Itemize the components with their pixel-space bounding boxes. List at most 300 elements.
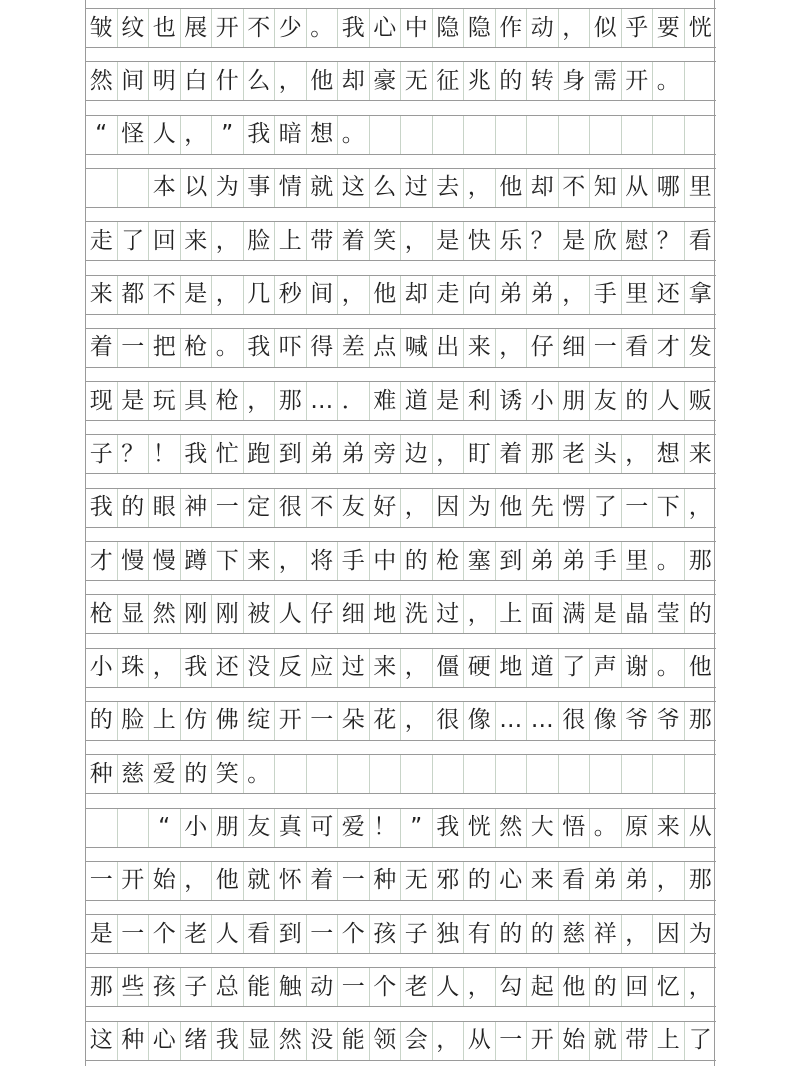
grid-cell: ，: [401, 222, 433, 260]
grid-cell: 点: [370, 329, 402, 367]
grid-cell: 的: [590, 968, 622, 1006]
grid-cell: 佛: [212, 702, 244, 740]
grid-cell: 豪: [370, 62, 402, 100]
grid-cell: [370, 116, 402, 154]
grid-cell: 展: [181, 9, 213, 47]
grid-cell: 珠: [118, 649, 150, 687]
grid-cell: 硬: [464, 649, 496, 687]
grid-cell: 间: [118, 62, 150, 100]
grid-cell: [86, 809, 118, 847]
grid-cell: 起: [527, 968, 559, 1006]
grid-cell: ，: [181, 862, 213, 900]
grid-cell: 孩: [149, 968, 181, 1006]
grid-row: [86, 381, 716, 421]
grid-cell: [685, 755, 717, 793]
grid-cell: 是: [590, 595, 622, 633]
grid-cell: 僵: [433, 649, 465, 687]
grid-cell: 跑: [244, 435, 276, 473]
grid-cell: 洗: [401, 595, 433, 633]
grid-row: [86, 967, 716, 1007]
grid-cell: 隐: [464, 9, 496, 47]
grid-row: [86, 594, 716, 634]
grid-cell: 一: [118, 329, 150, 367]
grid-cell: [590, 116, 622, 154]
grid-cell: 的: [496, 915, 528, 953]
grid-cell: 枪: [433, 542, 465, 580]
grid-cell: 的: [622, 382, 654, 420]
grid-cell: 定: [244, 489, 276, 527]
grid-cell: 也: [149, 9, 181, 47]
grid-cell: 能: [244, 968, 276, 1006]
grid-cell: 为: [688, 920, 712, 947]
grid-cell: 一: [307, 702, 339, 740]
grid-cell: 来: [464, 329, 496, 367]
grid-cell: 征: [433, 62, 465, 100]
grid-cell: 他: [307, 62, 339, 100]
grid-cell: 明: [149, 62, 181, 100]
grid-cell: 我: [244, 329, 276, 367]
grid-cell: 手: [590, 276, 622, 314]
grid-cell: 的: [401, 542, 433, 580]
grid-cell: 应: [307, 649, 339, 687]
grid-cell: 怀: [275, 862, 307, 900]
grid-cell: 我: [244, 116, 276, 154]
grid-cell: 几: [244, 276, 276, 314]
grid-cell: 下: [212, 542, 244, 580]
grid-cell: ，: [401, 649, 433, 687]
grid-cell: 什: [212, 62, 244, 100]
grid-cell: ，: [181, 116, 213, 154]
grid-cell: 着: [307, 862, 339, 900]
grid-cell: 。: [653, 649, 685, 687]
grid-cell: 一: [338, 968, 370, 1006]
grid-cell: 中: [370, 542, 402, 580]
grid-cell: 弟: [590, 862, 622, 900]
grid-cell: 是: [118, 382, 150, 420]
grid-cell: 却: [527, 169, 559, 207]
grid-cell: ，: [622, 435, 654, 473]
grid-cell: 子: [86, 435, 118, 473]
grid-cell: 然: [275, 1022, 307, 1060]
grid-cell: 哪: [653, 169, 685, 207]
grid-row: [86, 61, 716, 101]
grid-cell: 向: [464, 276, 496, 314]
grid-cell: 真: [275, 809, 307, 847]
grid-cell: 需: [590, 62, 622, 100]
grid-cell: 像: [464, 702, 496, 740]
grid-cell: 他: [559, 968, 591, 1006]
grid-cell: 来: [688, 440, 712, 467]
grid-cell: 他: [496, 489, 528, 527]
grid-cell: 恍: [688, 14, 712, 41]
grid-cell: 。: [338, 116, 370, 154]
grid-cell: 总: [212, 968, 244, 1006]
grid-cell: 友: [244, 809, 276, 847]
grid-cell: ，: [496, 329, 528, 367]
grid-cell: [401, 116, 433, 154]
grid-cell: 了: [118, 222, 150, 260]
grid-cell: 爱: [149, 755, 181, 793]
grid-cell: 差: [338, 329, 370, 367]
grid-cell: 转: [527, 62, 559, 100]
grid-cell: 带: [622, 1022, 654, 1060]
grid-cell: [653, 755, 685, 793]
grid-cell: 的: [496, 62, 528, 100]
grid-cell: ，: [212, 222, 244, 260]
grid-cell: 朵: [338, 702, 370, 740]
grid-cell: 祥: [590, 915, 622, 953]
grid-cell: ，: [433, 1022, 465, 1060]
grid-cell: 从: [464, 1022, 496, 1060]
grid-cell: 那: [86, 968, 118, 1006]
grid-cell: 枪: [86, 595, 118, 633]
grid-cell: 。: [244, 755, 276, 793]
grid-cell: 一: [496, 1022, 528, 1060]
grid-cell: 慢: [149, 542, 181, 580]
grid-cell: 为: [212, 169, 244, 207]
grid-cell: 弟: [622, 862, 654, 900]
grid-cell: 心: [149, 1022, 181, 1060]
grid-cell: 上: [496, 595, 528, 633]
grid-cell: 现: [86, 382, 118, 420]
grid-cell: 着: [338, 222, 370, 260]
grid-cell: ，: [688, 494, 712, 521]
grid-cell: 白: [181, 62, 213, 100]
grid-cell: 我: [338, 9, 370, 47]
grid-cell: 谢: [622, 649, 654, 687]
grid-cell: ，: [149, 649, 181, 687]
grid-cell: 个: [338, 915, 370, 953]
grid-cell: 走: [86, 222, 118, 260]
grid-cell: 没: [307, 1022, 339, 1060]
grid-cell: 细: [559, 329, 591, 367]
grid-cell: 我: [212, 1022, 244, 1060]
grid-cell: 身: [559, 62, 591, 100]
grid-cell: [559, 755, 591, 793]
grid-cell: 慢: [118, 542, 150, 580]
grid-cell: 开: [275, 702, 307, 740]
grid-row: [86, 1021, 716, 1061]
grid-cell: ？: [527, 222, 559, 260]
grid-row: [86, 8, 716, 48]
grid-cell: 笑: [370, 222, 402, 260]
grid-cell: 爱: [338, 809, 370, 847]
grid-cell: 小: [86, 649, 118, 687]
grid-cell: 朋: [559, 382, 591, 420]
grid-cell: [653, 116, 685, 154]
grid-cell: 的: [118, 489, 150, 527]
grid-row: [86, 808, 716, 848]
grid-cell: 刚: [181, 595, 213, 633]
grid-cell: 。: [307, 9, 339, 47]
grid-cell: 的: [464, 862, 496, 900]
grid-cell: 皱: [86, 9, 118, 47]
grid-cell: 看: [559, 862, 591, 900]
grid-cell: ”: [401, 809, 433, 847]
grid-row: [86, 488, 716, 528]
grid-cell: 声: [590, 649, 622, 687]
grid-cell: 来: [653, 809, 685, 847]
grid-cell: 枪: [181, 329, 213, 367]
grid-cell: [307, 755, 339, 793]
grid-cell: 能: [338, 1022, 370, 1060]
grid-cell: 爷: [622, 702, 654, 740]
grid-cell: 脸: [244, 222, 276, 260]
grid-cell: 玩: [149, 382, 181, 420]
grid-cell: 。: [653, 542, 685, 580]
grid-cell: 间: [307, 276, 339, 314]
grid-cell: [622, 755, 654, 793]
grid-cell: 大: [527, 809, 559, 847]
grid-cell: 走: [433, 276, 465, 314]
grid-cell: 么: [370, 169, 402, 207]
grid-cell: 蹲: [181, 542, 213, 580]
grid-cell: 着: [496, 435, 528, 473]
grid-cell: 有: [464, 915, 496, 953]
grid-cell: 枪: [212, 382, 244, 420]
grid-cell: 不: [559, 169, 591, 207]
grid-cell: 地: [496, 649, 528, 687]
grid-cell: 好: [370, 489, 402, 527]
grid-cell: 笑: [212, 755, 244, 793]
grid-cell: 刚: [212, 595, 244, 633]
grid-cell: 爷: [653, 702, 685, 740]
grid-cell: 的: [527, 915, 559, 953]
grid-cell: 却: [401, 276, 433, 314]
grid-cell: 神: [181, 489, 213, 527]
grid-cell: 还: [653, 276, 685, 314]
grid-cell: ，: [275, 62, 307, 100]
grid-cell: 是: [86, 915, 118, 953]
grid-cell: 本: [149, 169, 181, 207]
grid-cell: 一: [118, 915, 150, 953]
grid-cell: [496, 755, 528, 793]
grid-cell: 吓: [275, 329, 307, 367]
grid-cell: 都: [118, 276, 150, 314]
grid-cell: ，: [464, 169, 496, 207]
grid-cell: 还: [212, 649, 244, 687]
grid-cell: 不: [149, 276, 181, 314]
grid-cell: 纹: [118, 9, 150, 47]
grid-cell: 然: [149, 595, 181, 633]
grid-cell: 弟: [527, 542, 559, 580]
grid-cell: 忆: [653, 968, 685, 1006]
grid-row: [86, 434, 716, 474]
grid-cell: 他: [688, 654, 712, 681]
grid-cell: 人: [433, 968, 465, 1006]
grid-cell: 领: [370, 1022, 402, 1060]
grid-cell: [685, 62, 717, 100]
grid-cell: 。: [590, 809, 622, 847]
grid-cell: 欣: [590, 222, 622, 260]
grid-cell: 勾: [496, 968, 528, 1006]
grid-cell: 弟: [527, 276, 559, 314]
grid-cell: 老: [559, 435, 591, 473]
grid-cell: 友: [338, 489, 370, 527]
grid-row: [86, 541, 716, 581]
grid-cell: 他: [496, 169, 528, 207]
grid-cell: 从: [622, 169, 654, 207]
grid-cell: 回: [622, 968, 654, 1006]
grid-cell: 脸: [118, 702, 150, 740]
grid-cell: 这: [338, 169, 370, 207]
grid-cell: 一: [307, 915, 339, 953]
grid-cell: ，: [401, 489, 433, 527]
grid-cell: 为: [464, 489, 496, 527]
grid-cell: 开: [622, 62, 654, 100]
grid-cell: 来: [181, 222, 213, 260]
grid-cell: 想: [307, 116, 339, 154]
grid-cell: 显: [118, 595, 150, 633]
grid-cell: [401, 755, 433, 793]
grid-cell: 是: [559, 222, 591, 260]
grid-cell: 面: [527, 595, 559, 633]
grid-row: [86, 168, 716, 208]
grid-cell: 将: [307, 542, 339, 580]
grid-row: [86, 914, 716, 954]
grid-cell: 拿: [688, 281, 712, 307]
grid-cell: 弟: [307, 435, 339, 473]
grid-cell: [527, 116, 559, 154]
grid-cell: 人: [653, 382, 685, 420]
grid-cell: 心: [370, 9, 402, 47]
grid-cell: …: [527, 702, 559, 740]
grid-row: [86, 275, 716, 315]
grid-cell: 回: [149, 222, 181, 260]
grid-cell: 那: [275, 382, 307, 420]
grid-cell: 是: [433, 382, 465, 420]
grid-cell: 绽: [244, 702, 276, 740]
grid-cell: 到: [275, 435, 307, 473]
grid-cell: 我: [181, 649, 213, 687]
grid-cell: 来: [527, 862, 559, 900]
grid-cell: 少: [275, 9, 307, 47]
grid-cell: 暗: [275, 116, 307, 154]
grid-cell: 仔: [307, 595, 339, 633]
grid-cell: 头: [590, 435, 622, 473]
grid-cell: ，: [212, 276, 244, 314]
grid-cell: 里: [622, 276, 654, 314]
grid-cell: 因: [433, 489, 465, 527]
grid-cell: 开: [527, 1022, 559, 1060]
grid-cell: ，: [464, 595, 496, 633]
grid-cell: ，: [559, 276, 591, 314]
grid-cell: 。: [653, 62, 685, 100]
grid-cell: 发: [688, 334, 712, 361]
grid-cell: 边: [401, 435, 433, 473]
grid-cell: 才: [86, 542, 118, 580]
grid-row: [86, 648, 716, 688]
grid-cell: 个: [149, 915, 181, 953]
grid-row: [86, 754, 716, 794]
grid-cell: 一: [338, 862, 370, 900]
grid-cell: 独: [433, 915, 465, 953]
grid-cell: 种: [118, 1022, 150, 1060]
grid-cell: 始: [149, 862, 181, 900]
grid-cell: 邪: [433, 862, 465, 900]
grid-cell: 悟: [559, 809, 591, 847]
grid-cell: 着: [86, 329, 118, 367]
grid-cell: 朋: [212, 809, 244, 847]
grid-cell: 就: [590, 1022, 622, 1060]
grid-cell: 我: [181, 435, 213, 473]
grid-cell: 看: [622, 329, 654, 367]
grid-cell: 被: [244, 595, 276, 633]
grid-cell: 来: [370, 649, 402, 687]
grid-row: [86, 115, 716, 155]
grid-cell: 仿: [181, 702, 213, 740]
grid-cell: 的: [181, 755, 213, 793]
grid-cell: 事: [244, 169, 276, 207]
grid-cell: 很: [559, 702, 591, 740]
grid-cell: 心: [496, 862, 528, 900]
grid-cell: 弟: [338, 435, 370, 473]
grid-cell: ，: [433, 435, 465, 473]
grid-cell: 忙: [212, 435, 244, 473]
grid-cell: 就: [244, 862, 276, 900]
grid-cell: 一: [622, 489, 654, 527]
grid-cell: 些: [118, 968, 150, 1006]
grid-cell: 就: [307, 169, 339, 207]
grid-cell: 喊: [401, 329, 433, 367]
grid-cell: 到: [275, 915, 307, 953]
grid-cell: 会: [401, 1022, 433, 1060]
grid-cell: 的: [86, 702, 118, 740]
grid-cell: 老: [401, 968, 433, 1006]
grid-cell: 从: [688, 814, 712, 840]
grid-cell: [338, 755, 370, 793]
grid-cell: 塞: [464, 542, 496, 580]
grid-cell: ，: [688, 973, 712, 1000]
grid-cell: ，: [653, 862, 685, 900]
grid-cell: 上: [275, 222, 307, 260]
grid-cell: 中: [401, 9, 433, 47]
grid-cell: 上: [653, 1022, 685, 1060]
grid-cell: 一: [86, 862, 118, 900]
grid-cell: 想: [653, 435, 685, 473]
grid-cell: 子: [401, 915, 433, 953]
grid-cell: 眼: [149, 489, 181, 527]
grid-cell: 以: [181, 169, 213, 207]
grid-row: [86, 328, 716, 368]
grid-cell: ！: [370, 809, 402, 847]
grid-cell: 弟: [496, 276, 528, 314]
grid-cell: 过: [433, 595, 465, 633]
grid-cell: [275, 755, 307, 793]
grid-cell: 地: [370, 595, 402, 633]
grid-cell: [464, 755, 496, 793]
grid-cell: 下: [653, 489, 685, 527]
grid-cell: 道: [527, 649, 559, 687]
grid-cell: 子: [181, 968, 213, 1006]
grid-cell: 弟: [559, 542, 591, 580]
grid-cell: 满: [559, 595, 591, 633]
grid-cell: 慈: [118, 755, 150, 793]
grid-cell: 难: [370, 382, 402, 420]
grid-cell: 开: [118, 862, 150, 900]
grid-cell: 旁: [370, 435, 402, 473]
grid-cell: ，: [244, 382, 276, 420]
grid-cell: 不: [244, 9, 276, 47]
grid-cell: 来: [86, 276, 118, 314]
grid-cell: 里: [688, 174, 712, 201]
grid-cell: ？: [118, 435, 150, 473]
grid-cell: [622, 116, 654, 154]
grid-cell: 个: [370, 968, 402, 1006]
grid-cell: [685, 116, 717, 154]
grid-cell: 人: [212, 915, 244, 953]
grid-row: [86, 861, 716, 901]
